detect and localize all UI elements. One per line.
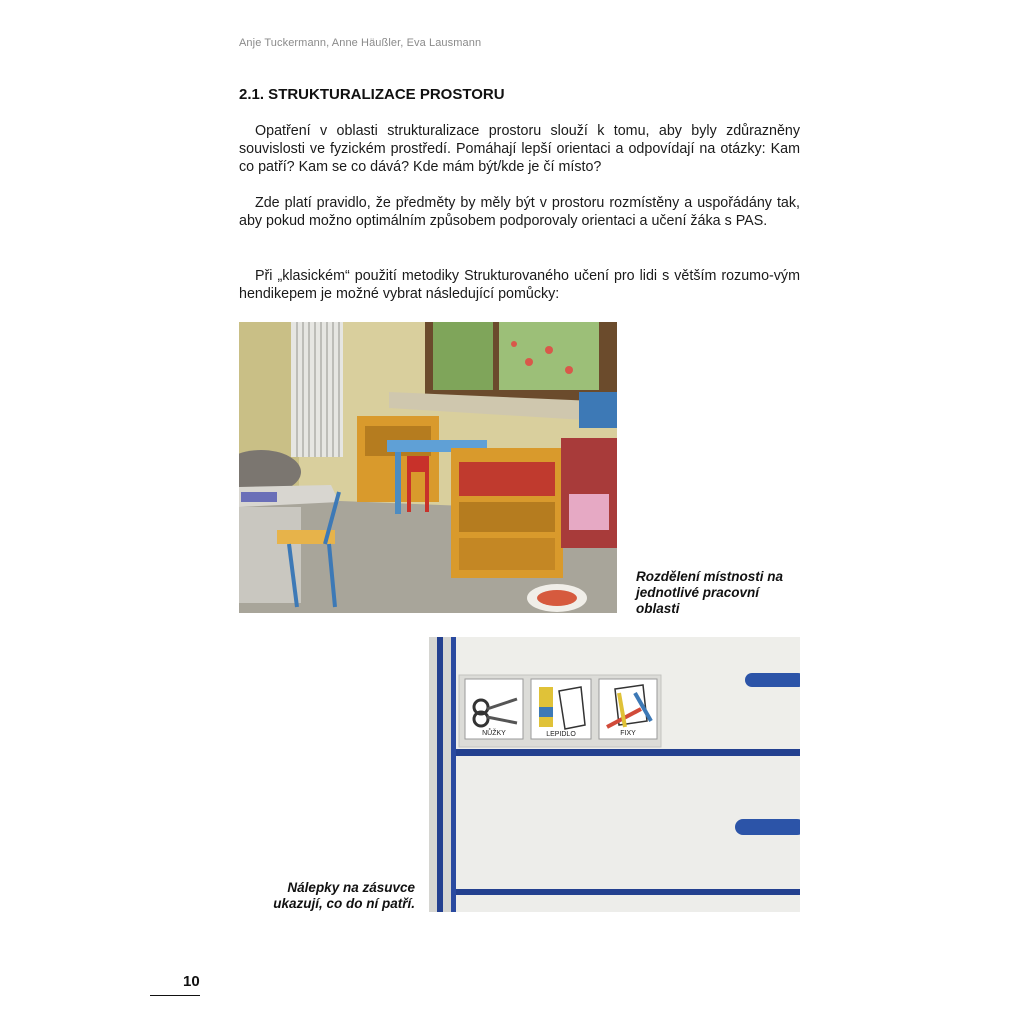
running-header-authors: Anje Tuckermann, Anne Häußler, Eva Lausmann bbox=[239, 37, 482, 49]
figure-caption-drawer-stickers: Nálepky na zásuvce ukazují, co do ní patří. bbox=[273, 880, 415, 911]
drawer-stickers-photo bbox=[429, 637, 800, 912]
page-number-rule bbox=[150, 995, 200, 996]
classroom-photo bbox=[239, 322, 617, 613]
body-paragraph: Opatření v oblasti strukturalizace prostoru slouží k tomu, aby byly zdůrazněny souvislosti ve fyzickém prostředí. Pomáhají lepší orientaci a odpovídají na otázky: Kam co patří? Kam se co dává? Kde mám být/kde je čí místo? bbox=[239, 123, 800, 175]
sticker-label-markers: FIXY bbox=[620, 730, 636, 737]
body-paragraph: Při „klasickém“ použití metodiky Strukturovaného učení pro lidi s větším rozumo-vým hendikepem je možné vybrat následující pomůcky: bbox=[239, 268, 800, 302]
body-paragraph: Zde platí pravidlo, že předměty by měly být v prostoru rozmístěny a uspořádány tak, aby pokud možno optimálním způsobem podporovaly orientaci a učení žáka s PAS. bbox=[239, 195, 800, 229]
section-title: 2.1. STRUKTURALIZACE PROSTORU bbox=[239, 86, 505, 103]
sticker-label-scissors: NŮŽKY bbox=[482, 730, 506, 737]
page-number: 10 bbox=[183, 973, 200, 990]
figure-caption-room-division: Rozdělení místnosti na jednotlivé pracovní oblasti bbox=[636, 569, 784, 616]
sticker-label-glue: LEPIDLO bbox=[546, 731, 576, 738]
